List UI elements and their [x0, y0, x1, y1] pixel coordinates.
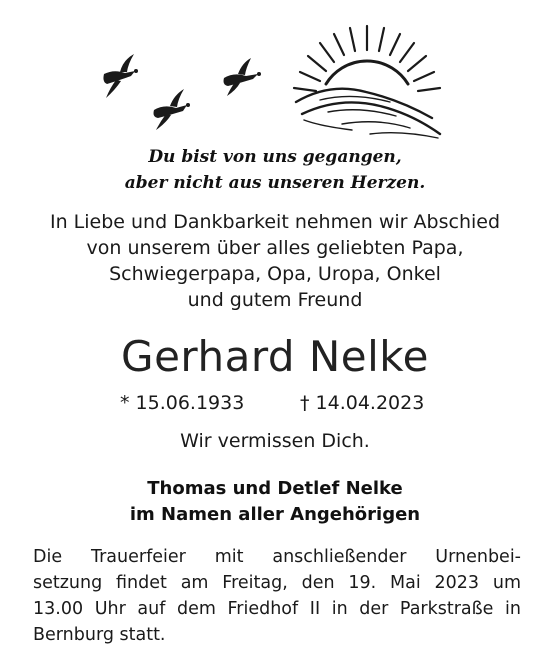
- funeral-line: 13.00 Uhr auf dem Friedhof II in der Parkstraße in: [33, 599, 521, 619]
- funeral-line: Die Trauerfeier mit anschließender Urnenbei-: [33, 547, 521, 567]
- bird-icon: [103, 54, 138, 98]
- verse-line: aber nicht aus unseren Herzen.: [124, 173, 426, 193]
- intro-line: von unserem über alles geliebten Papa,: [86, 237, 464, 259]
- funeral-details: [33, 544, 521, 648]
- intro-text: [0, 209, 550, 313]
- intro-line: und gutem Freund: [187, 289, 363, 311]
- signature-line: Thomas und Detlef Nelke: [147, 478, 403, 499]
- deceased-name: Gerhard Nelke: [121, 332, 429, 381]
- header-illustration: [90, 22, 450, 140]
- rising-sun-icon: [294, 26, 440, 138]
- intro-line: Schwiegerpapa, Opa, Uropa, Onkel: [109, 263, 441, 285]
- funeral-line: setzung findet am Freitag, den 19. Mai 2023 um: [33, 573, 521, 593]
- death-date: † 14.04.2023: [300, 392, 425, 414]
- birth-date: * 15.06.1933: [120, 392, 245, 414]
- intro-line: In Liebe und Dankbarkeit nehmen wir Abschied: [49, 211, 501, 233]
- family-signature: [0, 476, 550, 528]
- memorial-verse: [0, 144, 550, 196]
- signature-line: im Namen aller Angehörigen: [129, 504, 421, 525]
- verse-line: Du bist von uns gegangen,: [148, 147, 402, 167]
- bird-icon: [154, 89, 191, 130]
- farewell-line: Wir vermissen Dich.: [180, 430, 370, 452]
- bird-icon: [224, 58, 262, 96]
- funeral-line: Bernburg statt.: [33, 625, 166, 645]
- life-dates: [0, 390, 550, 416]
